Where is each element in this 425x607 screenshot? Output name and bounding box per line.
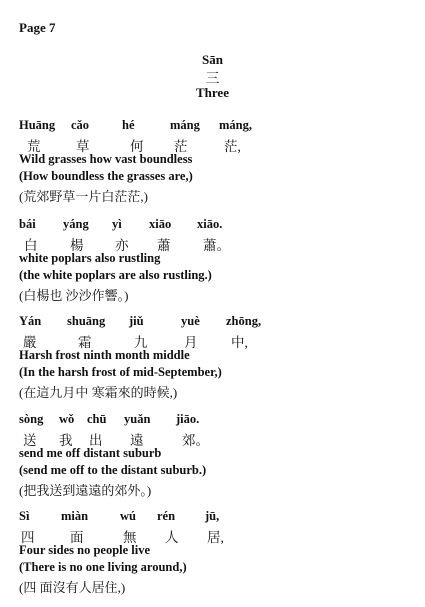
english-translation: (In the harsh frost of mid-September,) (19, 365, 222, 379)
pinyin-syllable: máng, (219, 118, 252, 132)
english-translation: (How boundless the grasses are,) (19, 169, 193, 183)
pinyin-syllable: jiāo. (176, 412, 200, 426)
poem-title-english: Three (196, 85, 229, 100)
chinese-char: 無 (123, 530, 137, 545)
pinyin-row (19, 217, 419, 234)
chinese-char: 草 (76, 139, 90, 154)
chinese-char: 荒 (27, 139, 41, 154)
pinyin-syllable: xiāo. (197, 217, 223, 231)
chinese-char: 蕭 (157, 238, 171, 253)
chinese-char: 郊。 (182, 433, 209, 448)
chinese-char: 何 (130, 139, 144, 154)
pinyin-syllable: jiǔ (129, 314, 144, 328)
chinese-char: 居, (207, 530, 224, 545)
english-gloss: white poplars also rustling (19, 251, 161, 265)
chinese-char: 我 (59, 433, 73, 448)
modern-chinese-paraphrase: (在這九月中 寒霜來的時候,) (19, 385, 178, 400)
chinese-char: 送 (23, 433, 37, 448)
pinyin-syllable: Yán (19, 314, 42, 328)
pinyin-syllable: hé (122, 118, 135, 132)
pinyin-syllable: zhōng, (226, 314, 262, 328)
english-translation: (There is no one living around,) (19, 560, 187, 574)
english-translation: (the white poplars are also rustling.) (19, 268, 212, 282)
english-translation: (send me off to the distant suburb.) (19, 463, 207, 477)
chinese-row (19, 526, 419, 543)
pinyin-syllable: chū (87, 412, 107, 426)
pinyin-syllable: wǒ (59, 412, 75, 426)
pinyin-syllable: jū, (205, 509, 220, 523)
pinyin-syllable: miàn (61, 509, 89, 523)
chinese-char: 茫, (224, 139, 241, 154)
pinyin-syllable: cǎo (71, 118, 90, 132)
english-gloss: Harsh frost ninth month middle (19, 348, 190, 362)
poem-title-pinyin: Sān (202, 52, 223, 67)
chinese-char: 嚴 (23, 335, 37, 350)
english-gloss: Wild grasses how vast boundless (19, 152, 193, 166)
stanza-1 (19, 118, 419, 203)
chinese-row (19, 234, 419, 251)
modern-chinese-paraphrase: (荒郊野草一片白茫茫,) (19, 189, 148, 204)
stanza-4 (19, 412, 419, 497)
pinyin-row (19, 314, 419, 331)
chinese-char: 出 (89, 433, 103, 448)
chinese-char: 蕭。 (203, 238, 230, 253)
stanza-3 (19, 314, 419, 399)
chinese-row (19, 429, 419, 446)
poem-title-chinese: 三 (205, 72, 220, 87)
chinese-char: 四 (21, 530, 35, 545)
pinyin-row (19, 118, 419, 135)
pinyin-syllable: xiāo (149, 217, 172, 231)
chinese-char: 九 (134, 335, 148, 350)
chinese-char: 楊 (70, 238, 84, 253)
pinyin-syllable: wú (120, 509, 136, 523)
page-label: Page 7 (19, 20, 56, 35)
chinese-char: 茫 (174, 139, 188, 154)
modern-chinese-paraphrase: (把我送到遠遠的郊外。) (19, 483, 152, 498)
stanza-2 (19, 217, 419, 302)
pinyin-syllable: yuè (181, 314, 200, 328)
pinyin-syllable: bái (19, 217, 36, 231)
pinyin-row (19, 412, 419, 429)
chinese-row (19, 331, 419, 348)
chinese-char: 白 (24, 238, 38, 253)
english-gloss: send me off distant suburb (19, 446, 162, 460)
pinyin-row (19, 509, 419, 526)
pinyin-syllable: Sì (19, 509, 30, 523)
pinyin-syllable: máng (170, 118, 200, 132)
stanza-5 (19, 509, 419, 594)
pinyin-syllable: yáng (63, 217, 89, 231)
chinese-row (19, 135, 419, 152)
pinyin-syllable: rén (157, 509, 176, 523)
chinese-char: 中, (231, 335, 248, 350)
chinese-char: 亦 (115, 238, 129, 253)
chinese-char: 遠 (130, 433, 144, 448)
modern-chinese-paraphrase: (白楊也 沙沙作響。) (19, 288, 129, 303)
pinyin-syllable: shuāng (67, 314, 106, 328)
english-gloss: Four sides no people live (19, 543, 151, 557)
chinese-char: 面 (70, 530, 84, 545)
pinyin-syllable: yì (112, 217, 122, 231)
pinyin-syllable: Huāng (19, 118, 56, 132)
modern-chinese-paraphrase: (四 面沒有人居住,) (19, 580, 126, 595)
chinese-char: 月 (184, 335, 198, 350)
chinese-char: 霜 (78, 335, 92, 350)
pinyin-syllable: sòng (19, 412, 44, 426)
chinese-char: 人 (165, 530, 179, 545)
pinyin-syllable: yuǎn (124, 412, 151, 426)
